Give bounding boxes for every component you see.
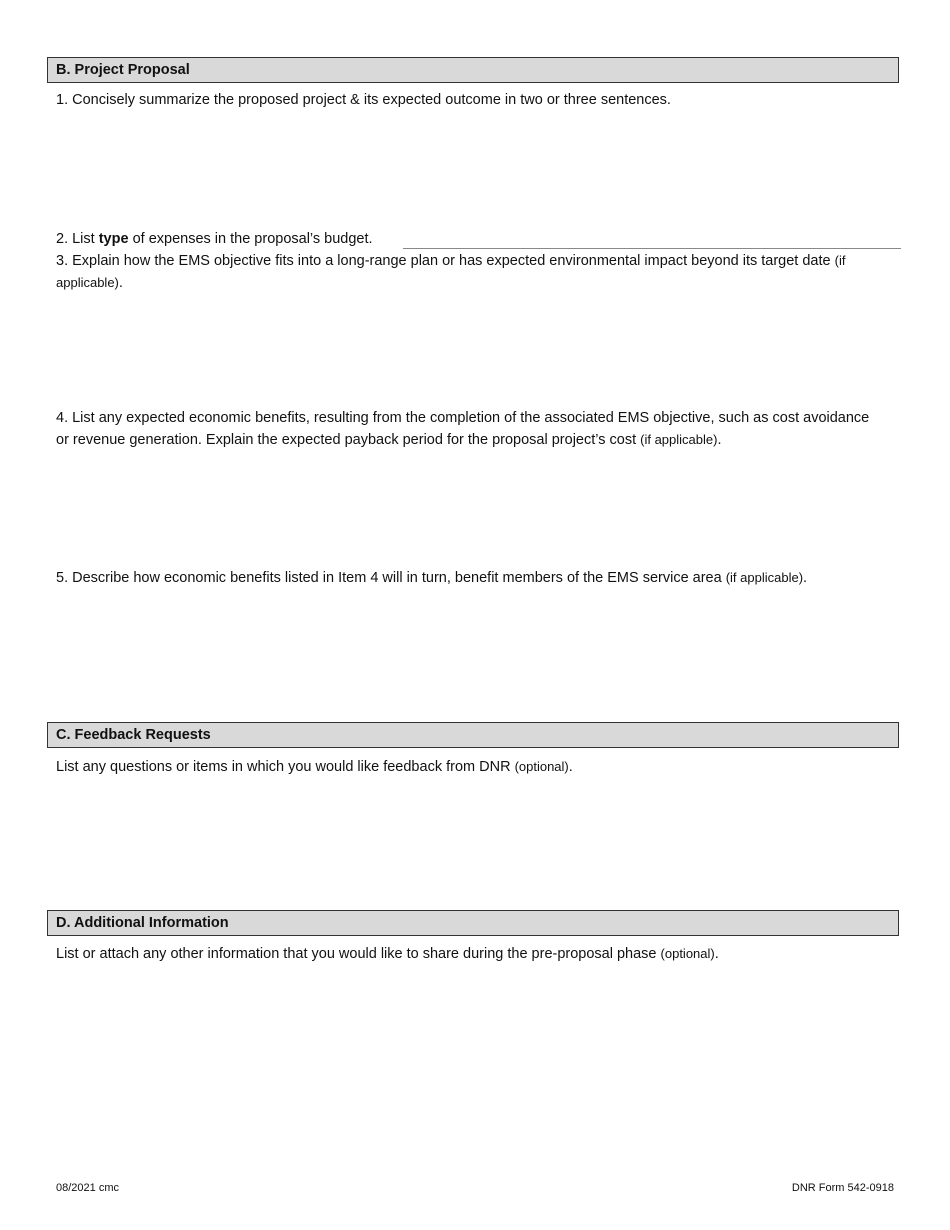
section-c-title: C. Feedback Requests (56, 727, 211, 743)
question-4-text: 4. List any expected economic benefits, resulting from the completion of the associated EMS objective, such as cost avoidance or revenue generation. Explain the expected payback period for the proposal project’s cost (56, 410, 870, 448)
question-5-end: . (803, 570, 808, 586)
question-4-answer-area[interactable] (56, 454, 896, 559)
feedback-prompt-note: (optional) (514, 759, 569, 774)
section-c-header (47, 722, 899, 748)
question-1-text: 1. Concisely summarize the proposed project & its expected outcome in two or three sentences. (56, 92, 671, 108)
question-3-text: 3. Explain how the EMS objective fits into a long-range plan or has expected environmental impact beyond its target date (56, 253, 835, 269)
feedback-prompt-text: List any questions or items in which you would like feedback from DNR (56, 759, 515, 775)
additional-prompt (56, 943, 886, 965)
question-4-note: (if applicable) (640, 432, 718, 447)
footer-left: 08/2021 cmc (56, 1182, 119, 1194)
question-1-answer-area[interactable] (56, 114, 896, 224)
question-5-answer-area[interactable] (56, 592, 896, 712)
section-d-header (47, 910, 899, 936)
question-4-end: . (717, 432, 722, 448)
question-1 (56, 90, 886, 111)
section-d-title: D. Additional Information (56, 915, 229, 931)
question-2-answer-line[interactable] (403, 248, 901, 249)
footer-right: DNR Form 542-0918 (791, 1182, 894, 1194)
question-5-text: 5. Describe how economic benefits listed in Item 4 will in turn, benefit members of the EMS service area (56, 570, 726, 586)
additional-prompt-end: . (714, 946, 719, 962)
question-4 (56, 408, 886, 451)
question-5 (56, 567, 906, 589)
question-3-note: (if applicable) (56, 253, 846, 290)
question-2-suffix: of expenses in the proposal’s budget. (128, 231, 373, 247)
section-b-header (47, 57, 899, 83)
question-2-bold: type (98, 231, 129, 247)
question-3-answer-area[interactable] (56, 296, 896, 401)
feedback-prompt-end: . (568, 759, 573, 775)
question-3-end: . (118, 275, 123, 291)
question-5-note: (if applicable) (725, 570, 804, 585)
additional-prompt-text: List or attach any other information that you would like to share during the pre-proposal phase (56, 946, 661, 962)
section-b-title: B. Project Proposal (56, 62, 190, 78)
feedback-answer-area[interactable] (56, 782, 896, 902)
question-3 (56, 250, 886, 294)
additional-prompt-note: (optional) (660, 946, 715, 961)
question-2 (56, 229, 401, 250)
question-2-prefix: 2. List (56, 231, 99, 247)
additional-answer-area[interactable] (56, 970, 896, 1160)
feedback-prompt (56, 756, 886, 778)
